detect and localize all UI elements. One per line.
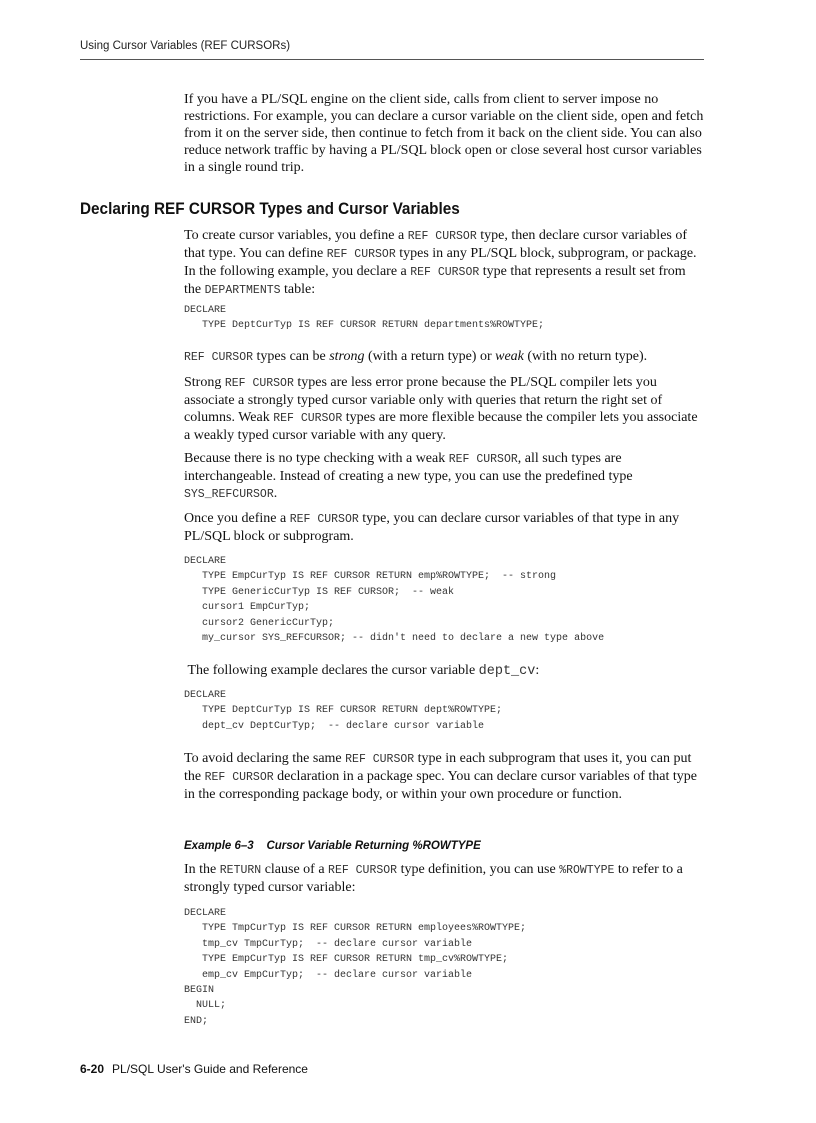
text-run: To create cursor variables, you define a bbox=[184, 228, 408, 243]
section-paragraph-3 bbox=[184, 374, 704, 444]
text-run: : bbox=[535, 663, 540, 678]
text-run: type that represents a result set from the bbox=[184, 264, 686, 297]
section-p4-block bbox=[184, 450, 704, 503]
inline-code: SYS_REFCURSOR bbox=[184, 488, 274, 501]
example-title: Example 6–3 Cursor Variable Returning %ROWTYPE bbox=[184, 840, 481, 852]
example-code-block: DECLARE TYPE TmpCurTyp IS REF CURSOR RETURN employees%ROWTYPE; tmp_cv TmpCurTyp; -- declare cursor variable TYPE EmpCurTyp IS REF CURSOR RETURN tmp_cv%ROWTYPE; emp_cv EmpCurTyp; -- declare cursor variable BEGIN NULL; END; bbox=[184, 908, 527, 1027]
section-paragraph-1 bbox=[184, 227, 704, 299]
text-run: Once you define a bbox=[184, 511, 290, 526]
example-paragraph bbox=[184, 861, 704, 896]
text-run: The following example declares the cursor variable bbox=[184, 663, 479, 678]
text-run: types in any PL/SQL block, subprogram, or package. In the following example, you declare a bbox=[184, 246, 697, 279]
example-p-block bbox=[184, 861, 704, 896]
emphasis: weak bbox=[495, 349, 524, 364]
text-run: . bbox=[273, 486, 278, 501]
text-run: (with a return type) or bbox=[364, 349, 496, 364]
text-run: (with no return type). bbox=[523, 349, 648, 364]
code-block-2: DECLARE TYPE EmpCurTyp IS REF CURSOR RETURN emp%ROWTYPE; -- strong TYPE GenericCurTyp IS REF CURSOR; -- weak cursor1 EmpCurTyp; cursor2 GenericCurTyp; my_cursor SYS_REFCURSOR; -- didn't need to declare a new type above bbox=[184, 556, 605, 645]
header-rule bbox=[80, 59, 704, 60]
inline-code: DEPARTMENTS bbox=[204, 284, 281, 297]
text-run: , all such types are interchangeable. Instead of creating a new type, you can use the predefined type bbox=[184, 451, 633, 484]
inline-code: REF CURSOR bbox=[184, 351, 254, 364]
inline-code: REF CURSOR bbox=[407, 230, 477, 243]
text-run: type, then declare cursor variables of that type. You can define bbox=[184, 228, 688, 261]
inline-code: REF CURSOR bbox=[326, 248, 396, 261]
text-run: In the bbox=[184, 862, 220, 877]
code-block-2-wrap bbox=[184, 554, 704, 646]
code-block-3: DECLARE TYPE DeptCurTyp IS REF CURSOR RETURN dept%ROWTYPE; dept_cv DeptCurTyp; -- declare cursor variable bbox=[184, 690, 503, 732]
text-run: Strong bbox=[184, 375, 225, 390]
text-run: table: bbox=[280, 282, 316, 297]
inline-code: %ROWTYPE bbox=[559, 864, 615, 877]
inline-code: REF CURSOR bbox=[328, 864, 398, 877]
section-p2-block bbox=[184, 348, 704, 366]
inline-code: RETURN bbox=[219, 864, 262, 877]
intro-paragraph: If you have a PL/SQL engine on the client side, calls from client to server impose no restrictions. For example, you can declare a cursor variable on the client side, open and fetch from it on the server side, then continue to fetch from it back on the client side. You can also reduce network traffic by having a PL/SQL block open or close several host cursor variables in a single round trip. bbox=[184, 92, 704, 175]
emphasis: strong bbox=[329, 349, 365, 364]
inline-code: REF CURSOR bbox=[410, 266, 480, 279]
text-run: types are less error prone because the PL/SQL compiler lets you associate a strongly typed cursor variable only with queries that return the right set of columns. Weak bbox=[184, 375, 663, 425]
inline-code: REF CURSOR bbox=[289, 513, 359, 526]
inline-code: REF CURSOR bbox=[204, 771, 274, 784]
text-run: type in each subprogram that uses it, you can put the bbox=[184, 751, 692, 784]
running-header: Using Cursor Variables (REF CURSORs) bbox=[80, 40, 291, 52]
text-run: Because there is no type checking with a weak bbox=[184, 451, 449, 466]
text-run: clause of a bbox=[261, 862, 329, 877]
text-run: types are more flexible because the compiler lets you associate a weakly typed cursor variable with any query. bbox=[184, 410, 698, 443]
example-code-wrap bbox=[184, 906, 704, 1029]
section-paragraph-4 bbox=[184, 450, 704, 503]
page-number: 6-20 bbox=[80, 1062, 105, 1076]
section-p3-block bbox=[184, 374, 704, 444]
section-p6-block bbox=[184, 662, 704, 680]
section-paragraph-2 bbox=[184, 348, 704, 366]
section-paragraph-7 bbox=[184, 750, 704, 803]
inline-code: REF CURSOR bbox=[448, 453, 518, 466]
text-run: to refer to a strongly typed cursor variable: bbox=[184, 862, 683, 895]
text-run: type, you can declare cursor variables of that type in any PL/SQL block or subprogram. bbox=[184, 511, 680, 544]
book-title: PL/SQL User's Guide and Reference bbox=[112, 1062, 308, 1076]
section-p1-block bbox=[184, 227, 704, 299]
inline-code: dept_cv bbox=[478, 664, 536, 679]
inline-code: REF CURSOR bbox=[273, 412, 343, 425]
text-run: type definition, you can use bbox=[397, 862, 560, 877]
section-p5-block bbox=[184, 510, 704, 545]
text-run: declaration in a package spec. You can declare cursor variables of that type in the corresponding package body, or within your own procedure or function. bbox=[184, 769, 697, 802]
text-run: types can be bbox=[253, 349, 330, 364]
inline-code: REF CURSOR bbox=[224, 377, 294, 390]
inline-code: REF CURSOR bbox=[345, 753, 415, 766]
code-block-1: DECLARE TYPE DeptCurTyp IS REF CURSOR RETURN departments%ROWTYPE; bbox=[184, 305, 545, 332]
text-run: To avoid declaring the same bbox=[184, 751, 346, 766]
section-heading: Declaring REF CURSOR Types and Cursor Variables bbox=[80, 199, 460, 218]
section-p7-block bbox=[184, 750, 704, 803]
intro-block bbox=[184, 91, 704, 176]
section-paragraph-6 bbox=[184, 662, 704, 680]
code-block-1-wrap bbox=[184, 303, 704, 334]
page-footer bbox=[80, 1062, 308, 1076]
section-paragraph-5 bbox=[184, 510, 704, 545]
code-block-3-wrap bbox=[184, 688, 704, 734]
